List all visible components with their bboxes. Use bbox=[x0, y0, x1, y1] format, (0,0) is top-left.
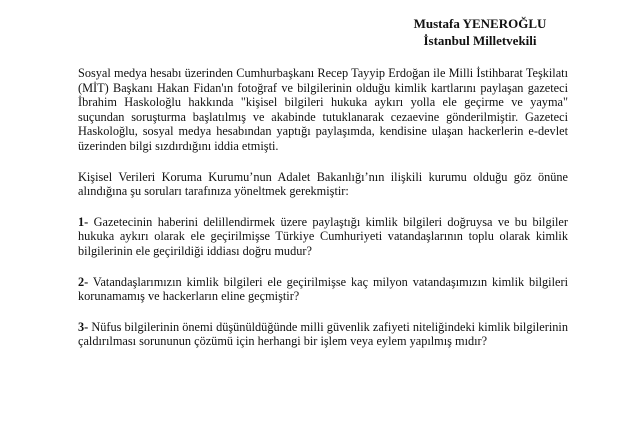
intro-paragraph: Sosyal medya hesabı üzerinden Cumhurbaşkanı Recep Tayyip Erdoğan ile Milli İstihbarat Teşkilatı (MİT) Başkanı Hakan Fidan'ın fotoğraf ve bilgilerinin olduğu kimlik kartlarını paylaşan gazeteci İbrahim Haskoloğlu hakkında "kişisel bilgileri hukuka aykırı yolla ele geçirme ve yayma" suçundan soruşturma başlatılmış ve akabinde tutuklanarak cezaevine gönderilmiştir. Gazeteci Haskoloğlu, sosyal medya hesabından yaptığı paylaşımda, kendisine ulaşan hackerlerin e-devlet üzerinden bilgi sızdırdığını iddia etmişti. bbox=[78, 66, 568, 153]
question-2 bbox=[78, 275, 568, 304]
question-number: 3- bbox=[78, 319, 89, 334]
question-number: 2- bbox=[78, 274, 89, 289]
question-lead-paragraph: Kişisel Verileri Koruma Kurumu’nun Adalet Bakanlığı’nın ilişkili kurumu olduğu göz önüne alındığına şu soruları tarafınıza yöneltmek gerekmiştir: bbox=[78, 169, 568, 199]
question-1 bbox=[78, 215, 568, 259]
document-body bbox=[78, 66, 568, 365]
question-text: Vatandaşlarımızın kimlik bilgileri ele geçirilmişse kaç milyon vatandaşımızın kimlik bilgileri korunamamış ve hackerların eline geçmiştir? bbox=[78, 274, 568, 304]
signature-name: Mustafa YENEROĞLU bbox=[413, 16, 547, 31]
question-text: Nüfus bilgilerinin önemi düşünüldüğünde milli güvenlik zafiyeti niteliğindeki kimlik bilgilerinin çaldırılması sorununun çözümü için herhangi bir işlem veya eylem yapılmış mıdır? bbox=[78, 319, 568, 349]
question-number: 1- bbox=[78, 214, 89, 229]
question-3 bbox=[78, 320, 568, 349]
signature-title: İstanbul Milletvekili bbox=[423, 33, 537, 48]
question-text: Gazetecinin haberini delillendirmek üzere paylaştığı kimlik bilgileri doğruysa ve bu bilgiler hukuka aykırı olarak ele geçirilmişse Türkiye Cumhuriyeti vatandaşlarının toplu olarak kimlik bilgilerinin ele geçirildiği iddiası doğru mudur? bbox=[78, 214, 568, 258]
signature-block bbox=[380, 15, 580, 49]
